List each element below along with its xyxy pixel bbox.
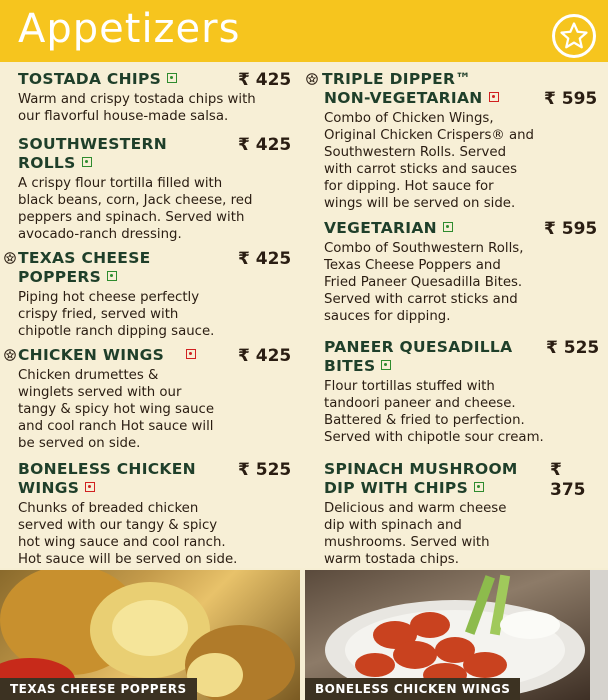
item-name: SOUTHWESTERN ROLLS — [18, 135, 167, 172]
menu-item — [324, 460, 602, 568]
item-name: NON-VEGETARIAN — [324, 89, 602, 108]
item-description: Flour tortillas stuffed with tandoori paneer and cheese. Battered & fried to perfection. Served with chipotle sour cream. — [324, 379, 544, 445]
item-description: Chunks of breaded chicken served with our tangy & spicy hot wing sauce and cool ranch. Hot sauce will be served on side. — [18, 501, 238, 567]
menu-item — [18, 346, 296, 452]
item-description: Combo of Chicken Wings, Original Chicken Crispers® and Southwestern Rolls. Served with carrot sticks and sauces for dipping. Hot sauce for wings will be served on side. — [324, 111, 534, 211]
star-icon — [306, 73, 318, 85]
menu-item — [18, 249, 296, 340]
section-title: TRIPLE DIPPER™ — [322, 70, 472, 88]
item-price: ₹ 525 — [546, 338, 600, 358]
item-name: PANEER QUESADILLA BITES — [324, 338, 513, 375]
item-price: ₹ 525 — [238, 460, 292, 480]
nonveg-icon — [186, 349, 196, 359]
nonveg-icon — [85, 482, 95, 492]
veg-icon — [381, 360, 391, 370]
veg-icon — [82, 157, 92, 167]
item-name: CHICKEN WINGS — [18, 346, 296, 365]
item-description: Piping hot cheese perfectly crispy fried, served with chipotle ranch dipping sauce. — [18, 290, 215, 339]
item-price: ₹ 425 — [238, 249, 292, 269]
star-icon — [559, 21, 589, 51]
item-description: Warm and crispy tostada chips with our flavorful house-made salsa. — [18, 92, 256, 124]
food-photo — [0, 570, 300, 700]
star-icon — [4, 252, 16, 264]
item-price: ₹ 425 — [238, 70, 292, 90]
menu-item — [324, 338, 602, 446]
item-name: SPINACH MUSHROOM DIP WITH CHIPS — [324, 460, 518, 497]
item-description: Chicken drumettes & winglets served with our tangy & spicy hot wing sauce and cool ranch Hot sauce will be served on side. — [18, 368, 215, 451]
photo-caption: BONELESS CHICKEN WINGS — [305, 678, 520, 700]
star-badge — [552, 14, 596, 58]
item-price: ₹ 375 — [550, 460, 586, 500]
photo-caption: TEXAS CHEESE POPPERS — [0, 678, 197, 700]
header-banner — [0, 0, 608, 62]
triple-dipper-section — [306, 70, 601, 89]
menu-item — [324, 89, 602, 212]
menu-item — [18, 460, 296, 568]
page-title: Appetizers — [18, 6, 241, 52]
veg-icon — [107, 271, 117, 281]
star-icon — [4, 349, 16, 361]
nonveg-icon — [489, 92, 499, 102]
item-price: ₹ 425 — [238, 346, 292, 366]
item-name: TEXAS CHEESE POPPERS — [18, 249, 151, 286]
item-name: TOSTADA CHIPS — [18, 70, 296, 89]
veg-icon — [474, 482, 484, 492]
item-description: Delicious and warm cheese dip with spinach and mushrooms. Served with warm tostada chips. — [324, 501, 507, 567]
food-photo — [305, 570, 608, 700]
item-price: ₹ 595 — [544, 219, 598, 239]
item-price: ₹ 425 — [238, 135, 292, 155]
veg-icon — [167, 73, 177, 83]
menu-item — [18, 135, 296, 243]
item-price: ₹ 595 — [544, 89, 598, 109]
item-description: Combo of Southwestern Rolls, Texas Cheese Poppers and Fried Paneer Quesadilla Bites. Served with carrot sticks and sauces for dipping. — [324, 241, 524, 324]
item-description: A crispy flour tortilla filled with black beans, corn, Jack cheese, red peppers and spinach. Served with avocado-ranch dressing. — [18, 176, 253, 242]
menu-item — [324, 219, 602, 325]
item-name: BONELESS CHICKEN WINGS — [18, 460, 196, 497]
menu-item — [18, 70, 296, 125]
veg-icon — [443, 222, 453, 232]
item-name: VEGETARIAN — [324, 219, 602, 238]
